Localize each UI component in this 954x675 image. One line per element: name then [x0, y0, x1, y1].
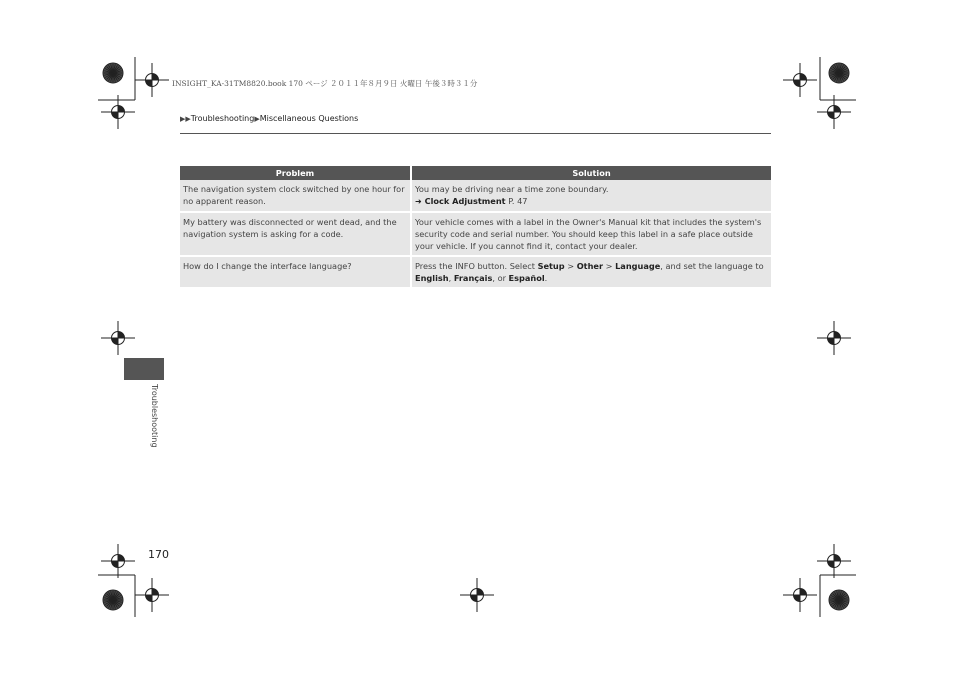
option-espanol: Español	[508, 273, 545, 283]
section-side-label: Troubleshooting	[150, 384, 159, 448]
registration-quadrant	[112, 561, 119, 568]
cross-reference-link[interactable]	[415, 196, 506, 206]
registration-quadrant	[794, 80, 801, 87]
table-header-row	[180, 166, 771, 180]
column-header-problem: Problem	[180, 166, 411, 180]
solution-cell	[411, 180, 771, 212]
option-english: English	[415, 273, 449, 283]
troubleshooting-table	[180, 166, 771, 289]
registration-quadrant	[828, 338, 835, 345]
registration-quadrant	[800, 589, 807, 596]
registration-quadrant	[152, 74, 159, 81]
breadcrumb-section[interactable]: Troubleshooting	[190, 114, 255, 123]
list-or: , or	[492, 273, 509, 283]
registration-quadrant	[834, 332, 841, 339]
xref-page: P. 47	[508, 196, 528, 206]
print-header: INSIGHT_KA-31TM8820.book 170 ページ ２０１１年８月９日 火曜日 午後３時３１分	[172, 79, 478, 88]
registration-quadrant	[834, 106, 841, 113]
registration-quadrant	[118, 106, 125, 113]
registration-quadrant	[118, 332, 125, 339]
registration-quadrant	[794, 595, 801, 602]
header-rule	[180, 133, 771, 134]
problem-cell: How do I change the interface language?	[180, 256, 411, 288]
table-row	[180, 180, 771, 212]
registration-quadrant	[118, 555, 125, 562]
breadcrumb-separator-icon: ▶	[254, 115, 260, 123]
menu-separator: >	[603, 261, 616, 271]
solution-text-mid: , and set the language to	[660, 261, 764, 271]
problem-cell: My battery was disconnected or went dead, and the navigation system is asking for a code.	[180, 212, 411, 256]
breadcrumb	[180, 114, 358, 123]
section-tab	[124, 358, 164, 380]
registration-quadrant	[828, 561, 835, 568]
table-row	[180, 256, 771, 288]
solution-text: You may be driving near a time zone boundary.	[415, 184, 609, 194]
registration-quadrant	[112, 338, 119, 345]
registration-quadrant	[477, 589, 484, 596]
breadcrumb-subsection: Miscellaneous Questions	[259, 114, 359, 123]
option-francais: Français	[453, 273, 493, 283]
column-header-solution: Solution	[411, 166, 771, 180]
menu-separator: >	[564, 261, 577, 271]
list-comma: ,	[448, 273, 454, 283]
solution-cell	[411, 256, 771, 288]
reference-arrow-icon: ➜	[415, 197, 422, 206]
registration-quadrant	[146, 80, 153, 87]
menu-setup: Setup	[537, 261, 565, 271]
problem-cell: The navigation system clock switched by one hour for no apparent reason.	[180, 180, 411, 212]
registration-quadrant	[834, 555, 841, 562]
sentence-end: .	[544, 273, 548, 283]
menu-other: Other	[576, 261, 603, 271]
registration-quadrant	[152, 589, 159, 596]
solution-text: Press the INFO button. Select	[415, 261, 538, 271]
table-row	[180, 212, 771, 256]
breadcrumb-arrow-icon: ▶▶	[180, 115, 191, 123]
registration-quadrant	[800, 74, 807, 81]
page-number: 170	[148, 548, 169, 561]
registration-quadrant	[828, 112, 835, 119]
xref-label: Clock Adjustment	[424, 196, 506, 206]
registration-quadrant	[112, 112, 119, 119]
solution-cell: Your vehicle comes with a label in the Owner's Manual kit that includes the system's security code and serial number. You should keep this label in a safe place outside your vehicle. If you cannot find it, contact your dealer.	[411, 212, 771, 256]
menu-language: Language	[615, 261, 661, 271]
registration-quadrant	[146, 595, 153, 602]
registration-quadrant	[471, 595, 478, 602]
